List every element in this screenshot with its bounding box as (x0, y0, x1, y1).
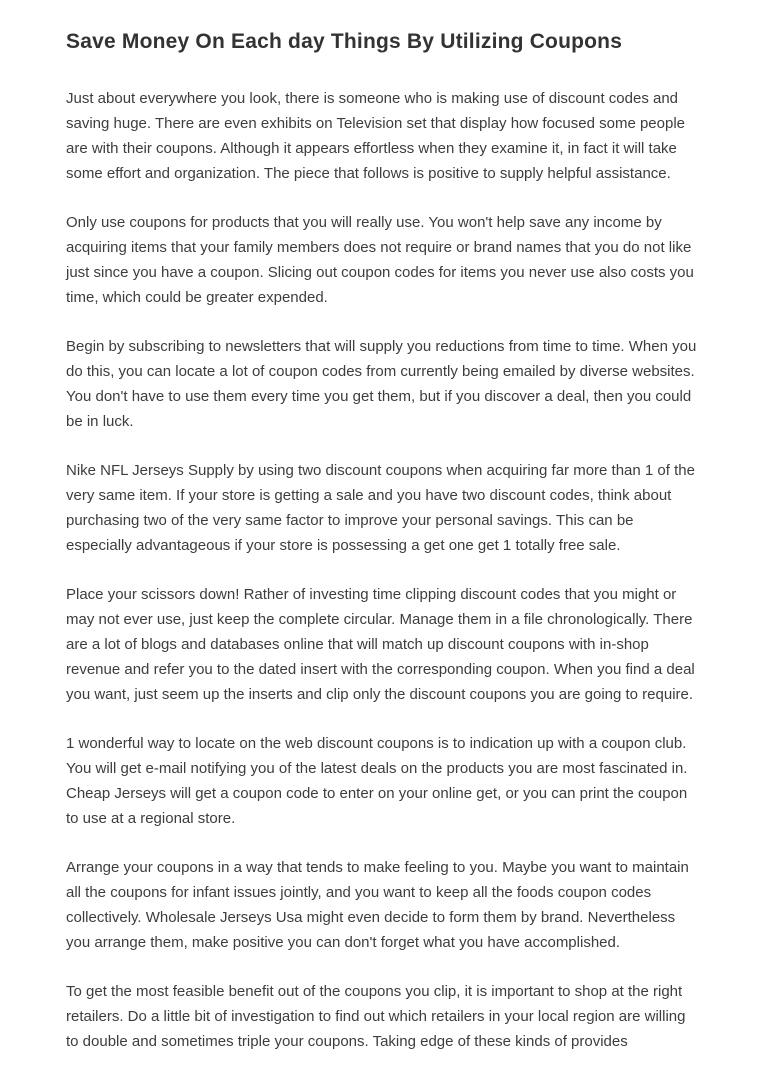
paragraph-only-use-coupons: Only use coupons for products that you will really use. You won't help save any income by acquiring items that your family members does not require or brand names that you do not like just since you have a coupon. Slicing out coupon codes for items you never use also costs you time, which could be greater expended. (66, 214, 694, 306)
paragraph-right-retailers: To get the most feasible benefit out of the coupons you clip, it is important to shop at the right retailers. Do a little bit of investigation to find out which retailers in your local region are willing to double and sometimes triple your coupons. Taking edge of these kinds of provides (66, 983, 686, 1050)
paragraph-coupon-club: 1 wonderful way to locate on the web discount coupons is to indication up with a coupon club. You will get e-mail notifying you of the latest deals on the products you are most fascinated in. Cheap Jerseys will get a coupon code to enter on your online get, or you can print the coupon to use at a regional store. (66, 735, 688, 827)
page-title: Save Money On Each day Things By Utilizing Coupons (66, 30, 623, 53)
paragraph-arrange-coupons: Arrange your coupons in a way that tends to make feeling to you. Maybe you want to maintain all the coupons for infant issues jointly, and you want to keep all the foods coupon codes collectively. Wholesale Jerseys Usa might even decide to form them by brand. Nevertheless you arrange them, make positive you can don't forget what you have accomplished. (66, 859, 689, 951)
paragraph-intro: Just about everywhere you look, there is someone who is making use of discount codes and saving huge. There are even exhibits on Television set that display how focused some people are with their coupons. Although it appears effortless when they examine it, in fact it will take some effort and organization. The piece that follows is positive to supply helpful assistance. (66, 90, 685, 182)
paragraph-scissors-down: Place your scissors down! Rather of investing time clipping discount codes that you might or may not ever use, just keep the complete circular. Manage them in a file chronologically. There are a lot of blogs and databases online that will match up discount coupons with in-shop revenue and refer you to the dated insert with the corresponding coupon. When you find a deal you want, just seem up the inserts and clip only the discount coupons you are going to require. (66, 586, 695, 703)
paragraph-newsletters: Begin by subscribing to newsletters that will supply you reductions from time to time. When you do this, you can locate a lot of coupon codes from currently being emailed by diverse websites. You don't have to use them every time you get them, but if you discover a deal, then you could be in luck. (66, 338, 697, 430)
paragraph-two-coupons: Nike NFL Jerseys Supply by using two discount coupons when acquiring far more than 1 of the very same item. If your store is getting a sale and you have two discount codes, think about purchasing two of the very same factor to improve your personal savings. This can be especially advantageous if your store is possessing a get one get 1 totally free sale. (66, 462, 695, 554)
